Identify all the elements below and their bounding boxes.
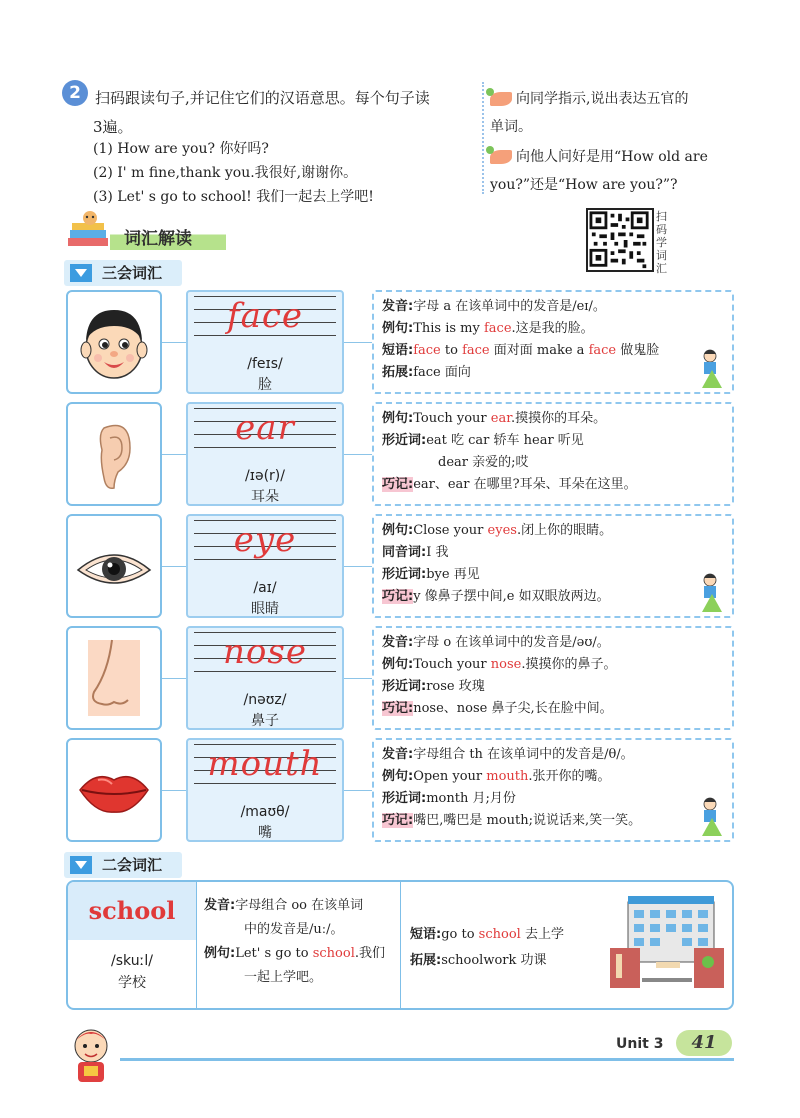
word-card-face bbox=[186, 290, 344, 394]
sentence-1: (1) How are you? 你好吗? bbox=[93, 141, 269, 157]
school-pronunciation bbox=[68, 940, 196, 1008]
info-line: 短语:go to school 去上学 bbox=[410, 927, 564, 942]
info-line: 例句:Let' s go to school.我们 bbox=[204, 946, 386, 961]
chinese-meaning: 嘴 bbox=[258, 825, 272, 841]
ipa: /maʊθ/ bbox=[240, 804, 290, 820]
word: ear bbox=[235, 408, 295, 448]
girl-reading-icon bbox=[698, 796, 726, 836]
word-card-nose bbox=[186, 626, 344, 730]
info-line: 例句:Touch your ear.摸摸你的耳朵。 bbox=[382, 411, 607, 426]
mouth-icon bbox=[68, 740, 160, 840]
activity-instruction: 扫码跟读句子,并记住它们的汉语意思。每个句子读 bbox=[95, 89, 430, 107]
connector bbox=[344, 678, 372, 679]
tip-1 bbox=[490, 86, 740, 112]
info-line: 同音词:I 我 bbox=[382, 545, 449, 560]
tip-2 bbox=[490, 144, 740, 170]
sentence-2: (2) I' m fine,thank you.我很好,谢谢你。 bbox=[93, 165, 358, 181]
connector bbox=[162, 790, 186, 791]
ipa: /ɪə(r)/ bbox=[245, 468, 285, 484]
ipa: /nəʊz/ bbox=[243, 692, 287, 708]
triangle-down-icon bbox=[70, 264, 92, 282]
info-line: 例句:Touch your nose.摸摸你的鼻子。 bbox=[382, 657, 617, 672]
footer-line bbox=[120, 1058, 734, 1061]
connector bbox=[162, 342, 186, 343]
ear-icon bbox=[68, 404, 160, 504]
word: mouth bbox=[207, 744, 323, 784]
connector bbox=[162, 454, 186, 455]
info-line: 例句:Open your mouth.张开你的嘴。 bbox=[382, 769, 611, 784]
eye-icon bbox=[68, 516, 160, 616]
school-phrases bbox=[410, 922, 610, 974]
info-line: 巧记:ear、ear 在哪里?耳朵、耳朵在这里。 bbox=[382, 477, 637, 492]
info-line: 形近词:rose 玫瑰 bbox=[382, 679, 485, 694]
face-picture bbox=[66, 290, 162, 394]
school-details bbox=[204, 894, 398, 990]
tag-two-label: 二会词汇 bbox=[102, 856, 163, 874]
activity-instruction-line2: 3遍。 bbox=[93, 118, 133, 136]
chinese-meaning: 鼻子 bbox=[251, 713, 279, 729]
qr-code-icon[interactable] bbox=[586, 208, 654, 272]
tag-three-label: 三会词汇 bbox=[102, 264, 163, 282]
info-line: 例句:Close your eyes.闭上你的眼睛。 bbox=[382, 523, 613, 538]
chinese-meaning: 眼睛 bbox=[251, 601, 279, 617]
girl-reading-icon bbox=[698, 348, 726, 388]
word: nose bbox=[223, 632, 307, 672]
nose-picture bbox=[66, 626, 162, 730]
books-mascot-icon bbox=[66, 210, 112, 250]
section-divider bbox=[482, 82, 484, 194]
info-box-face bbox=[372, 290, 734, 394]
tip-1-line1: 向同学指示,说出表达五官的 bbox=[516, 91, 689, 107]
word-card-mouth bbox=[186, 738, 344, 842]
connector bbox=[344, 454, 372, 455]
info-line: 发音:字母 a 在该单词中的发音是/eɪ/。 bbox=[382, 299, 606, 314]
info-line: 发音:字母 o 在该单词中的发音是/əʊ/。 bbox=[382, 635, 610, 650]
info-line: 中的发音是/uː/。 bbox=[244, 922, 344, 937]
school-word-box bbox=[66, 880, 734, 1010]
word: eye bbox=[233, 520, 297, 560]
info-box-ear bbox=[372, 402, 734, 506]
school-ipa: /skuːl/ bbox=[111, 953, 153, 969]
info-line: 例句:This is my face.这是我的脸。 bbox=[382, 321, 594, 336]
tag-three-level-vocab bbox=[64, 260, 182, 286]
info-line: 巧记:嘴巴,嘴巴是 mouth;说说话来,笑一笑。 bbox=[382, 813, 642, 828]
school-word: school bbox=[68, 882, 196, 940]
ear-picture bbox=[66, 402, 162, 506]
tag-two-level-vocab bbox=[64, 852, 182, 878]
word-card-ear bbox=[186, 402, 344, 506]
nose-icon bbox=[68, 628, 160, 728]
eye-picture bbox=[66, 514, 162, 618]
tip-2-line2: you?”还是“How are you?”? bbox=[490, 177, 678, 193]
mouth-picture bbox=[66, 738, 162, 842]
divider bbox=[196, 882, 197, 1008]
info-line: 一起上学吧。 bbox=[244, 970, 323, 985]
mascot-icon bbox=[66, 1024, 116, 1088]
unit-label: Unit 3 bbox=[616, 1036, 664, 1052]
page-number: 41 bbox=[676, 1030, 732, 1056]
carrot-icon bbox=[490, 92, 512, 106]
qr-label: 扫码学词汇 bbox=[656, 210, 667, 275]
triangle-down-icon bbox=[70, 856, 92, 874]
chinese-meaning: 脸 bbox=[258, 377, 272, 393]
connector bbox=[162, 678, 186, 679]
info-line: 形近词:eat 吃 car 轿车 hear 听见 bbox=[382, 433, 584, 448]
school-building-icon bbox=[608, 892, 726, 1000]
info-line: 巧记:nose、nose 鼻子尖,长在脸中间。 bbox=[382, 701, 613, 716]
activity-number-badge: 2 bbox=[62, 80, 88, 106]
info-box-nose bbox=[372, 626, 734, 730]
tip-2-line1: 向他人问好是用“How old are bbox=[516, 149, 708, 165]
connector bbox=[344, 566, 372, 567]
info-line: 巧记:y 像鼻子摆中间,e 如双眼放两边。 bbox=[382, 589, 610, 604]
info-box-eye bbox=[372, 514, 734, 618]
word: face bbox=[226, 296, 304, 336]
info-line: dear 亲爱的;哎 bbox=[438, 455, 529, 470]
connector bbox=[344, 790, 372, 791]
face-icon bbox=[68, 292, 160, 392]
girl-reading-icon bbox=[698, 572, 726, 612]
sentence-3: (3) Let' s go to school! 我们一起去上学吧! bbox=[93, 189, 374, 205]
word-card-eye bbox=[186, 514, 344, 618]
school-cn: 学校 bbox=[118, 975, 146, 991]
info-line: 拓展:schoolwork 功课 bbox=[410, 953, 547, 968]
info-line: 短语:face to face 面对面 make a face 做鬼脸 bbox=[382, 343, 660, 358]
ipa: /aɪ/ bbox=[253, 580, 277, 596]
info-line: 发音:字母组合 th 在该单词中的发音是/θ/。 bbox=[382, 747, 634, 762]
info-box-mouth bbox=[372, 738, 734, 842]
info-line: 形近词:month 月;月份 bbox=[382, 791, 516, 806]
vocab-section-title: 词汇解读 bbox=[110, 224, 226, 250]
divider bbox=[400, 882, 401, 1008]
ipa: /feɪs/ bbox=[247, 356, 283, 372]
tip-1-line2: 单词。 bbox=[490, 119, 532, 135]
info-line: 拓展:face 面向 bbox=[382, 365, 471, 380]
chinese-meaning: 耳朵 bbox=[251, 489, 279, 505]
connector bbox=[344, 342, 372, 343]
connector bbox=[162, 566, 186, 567]
info-line: 发音:字母组合 oo 在该单词 bbox=[204, 898, 364, 913]
info-line: 形近词:bye 再见 bbox=[382, 567, 480, 582]
carrot-icon bbox=[490, 150, 512, 164]
